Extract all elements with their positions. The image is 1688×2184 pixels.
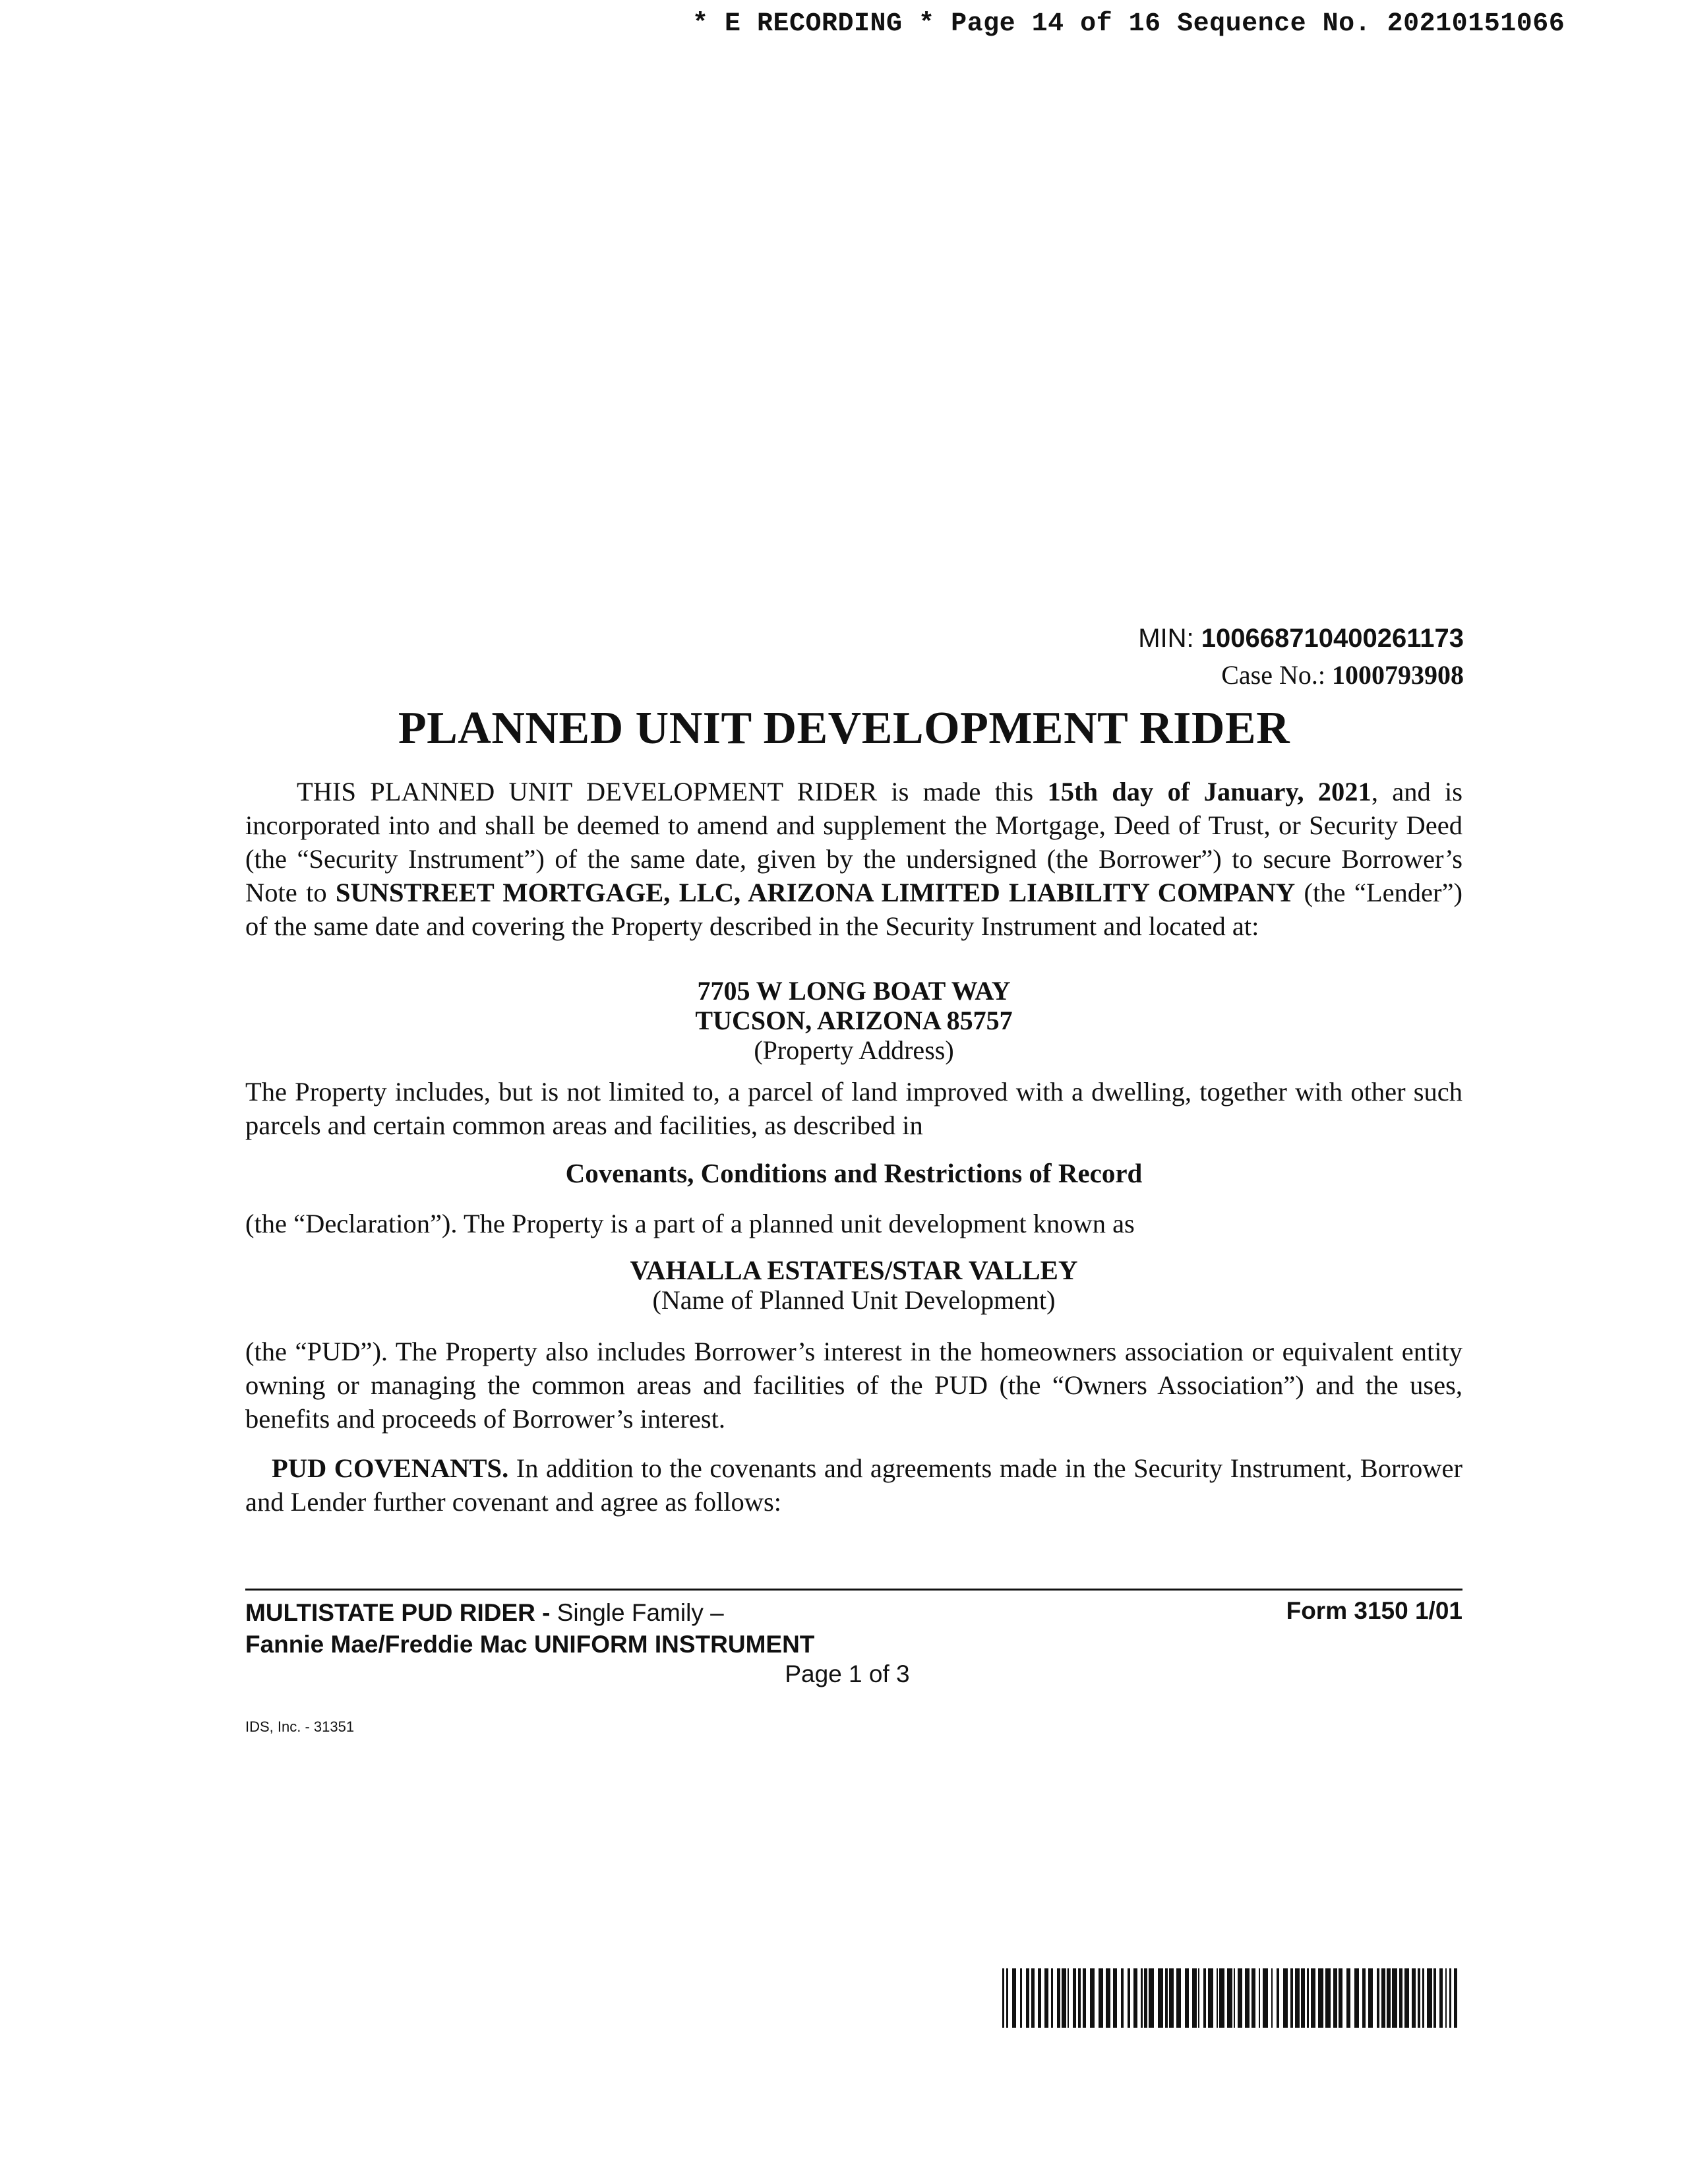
declaration-title: Covenants, Conditions and Restrictions of Record (565, 1158, 1143, 1188)
form-title-rest: Single Family – (550, 1599, 724, 1626)
pud-paragraph: (the “PUD”). The Property also includes Borrower’s interest in the homeowners association or equivalent entity owning or managing the common areas and facilities of the PUD (the “Owners Association”) and the uses, benefits and proceeds of Borrower’s interest. (245, 1337, 1462, 1434)
ids-code: IDS, Inc. - 31351 (245, 1718, 355, 1735)
property-paragraph: The Property includes, but is not limited to, a parcel of land improved with a dwelling, together with other such parcels and certain common areas and facilities, as described in (245, 1077, 1462, 1140)
barcode-image (1002, 1968, 1457, 2028)
declaration-paragraph: (the “Declaration”). The Property is a part of a planned unit development known as (245, 1209, 1135, 1238)
pud-name-block (245, 1256, 1462, 1315)
pud-caption: (Name of Planned Unit Development) (652, 1285, 1056, 1315)
intro-paragraph (245, 775, 1462, 943)
address-caption: (Property Address) (754, 1035, 954, 1065)
intro-middle-text: , and is incorporated into and shall be deemed to amend and supplement the Mortgage, Deed of Trust, or Security Deed (the “Security Instrument”) of the same date, given by the undersigned (the Borrower”) to secure Borrower’s Note to (245, 777, 1462, 907)
case-label: Case No.: (1221, 660, 1325, 690)
case-number (1221, 659, 1464, 690)
intro-end-text: (the “Lender”) of the same date and covering the Property described in the Security Instrument and located at: (245, 878, 1462, 941)
recording-stamp: * E RECORDING * Page 14 of 16 Sequence No. 20210151066 (692, 9, 1565, 39)
min-value: 100668710400261173 (1201, 624, 1464, 653)
pud-covenants-heading: PUD COVENANTS. (272, 1453, 509, 1483)
pud-name: VAHALLA ESTATES/STAR VALLEY (630, 1255, 1078, 1285)
footer-form-title (245, 1597, 814, 1660)
document-title: PLANNED UNIT DEVELOPMENT RIDER (398, 703, 1290, 754)
pud-covenants-paragraph (245, 1451, 1462, 1519)
min-label: MIN: (1138, 624, 1194, 653)
address-line-2: TUCSON, ARIZONA 85757 (695, 1006, 1013, 1035)
page-number: Page 1 of 3 (785, 1660, 910, 1687)
min-number (1138, 624, 1464, 653)
rider-date: 15th day of January, 2021 (1047, 777, 1372, 806)
form-number: Form 3150 1/01 (1286, 1597, 1462, 1624)
case-value: 1000793908 (1332, 660, 1464, 690)
lender-name: SUNSTREET MORTGAGE, LLC, ARIZONA LIMITED LIABILITY COMPANY (335, 878, 1296, 907)
property-address-block (245, 976, 1462, 1065)
form-title-bold: MULTISTATE PUD RIDER - (245, 1599, 551, 1626)
uniform-instrument: Fannie Mae/Freddie Mac UNIFORM INSTRUMENT (245, 1631, 815, 1658)
intro-text: THIS PLANNED UNIT DEVELOPMENT RIDER is made this (297, 777, 1048, 806)
pud-covenants-text: In addition to the covenants and agreements made in the Security Instrument, Borrower and Lender further covenant and agree as follows: (245, 1453, 1462, 1517)
footer-divider (245, 1589, 1462, 1591)
address-line-1: 7705 W LONG BOAT WAY (697, 976, 1011, 1006)
